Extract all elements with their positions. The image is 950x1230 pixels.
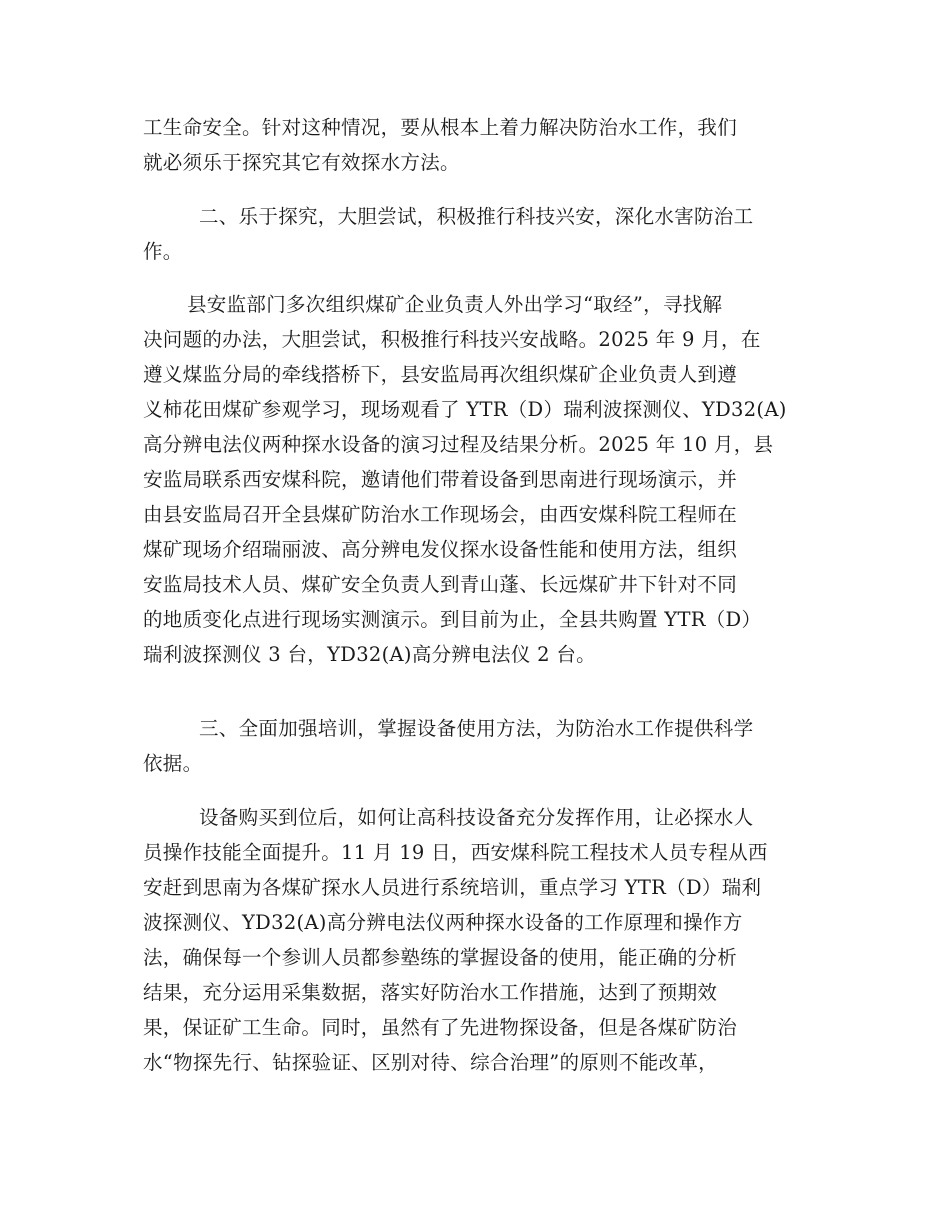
paragraph-section-three-body bbox=[143, 800, 813, 1080]
text-line: 安监局联系西安煤科院，邀请他们带着设备到思南进行现场演示，并 bbox=[143, 468, 738, 491]
text-line: 遵义煤监分局的牵线搭桥下，县安监局再次组织煤矿企业负责人到遵 bbox=[143, 363, 738, 386]
text-line: 水“物探先行、钻探验证、区别对待、综合治理”的原则不能改革， bbox=[143, 1051, 718, 1074]
text-line: 安赶到思南为各煤矿探水人员进行系统培训，重点学习 YTR（D）瑞利 bbox=[143, 876, 762, 899]
text-line: 县安监部门多次组织煤矿企业负责人外出学习“取经”，寻找解 bbox=[187, 293, 723, 316]
text-line: 决问题的办法，大胆尝试，积极推行科技兴安战略。2025 年 9 月，在 bbox=[143, 328, 761, 351]
section-heading-three bbox=[143, 711, 813, 781]
text-line: 波探测仪、YD32(A)高分辨电法仪两种探水设备的工作原理和操作方 bbox=[143, 911, 743, 934]
text-line: 义柿花田煤矿参观学习，现场观看了 YTR（D）瑞利波探测仪、YD32(A) bbox=[143, 398, 787, 421]
text-line: 结果，充分运用采集数据，落实好防治水工作措施，达到了预期效 bbox=[143, 981, 718, 1004]
paragraph-section-two-body bbox=[143, 287, 813, 672]
text-line: 作。 bbox=[143, 240, 183, 263]
text-line: 法，确保每一个参训人员都参塾练的掌握设备的使用，能正确的分析 bbox=[143, 946, 738, 969]
text-line: 工生命安全。针对这种情况，要从根本上着力解决防治水工作，我们 bbox=[143, 116, 738, 139]
text-line: 安监局技术人员、煤矿安全负责人到青山蓬、长远煤矿井下针对不同 bbox=[143, 573, 738, 596]
text-line: 依据。 bbox=[143, 752, 203, 775]
paragraph-intro-continuation bbox=[143, 110, 813, 180]
text-line: 就必须乐于探究其它有效探水方法。 bbox=[143, 151, 460, 174]
text-line: 二、乐于探究，大胆尝试，积极推行科技兴安，深化水害防治工 bbox=[199, 205, 754, 228]
text-line: 煤矿现场介绍瑞丽波、高分辨电发仪探水设备性能和使用方法，组织 bbox=[143, 538, 738, 561]
text-line: 员操作技能全面提升。11 月 19 日，西安煤科院工程技术人员专程从西 bbox=[143, 841, 768, 864]
text-line: 果，保证矿工生命。同时，虽然有了先进物探设备，但是各煤矿防治 bbox=[143, 1016, 738, 1039]
text-line: 由县安监局召开全县煤矿防治水工作现场会，由西安煤科院工程师在 bbox=[143, 503, 738, 526]
text-line: 三、全面加强培训，掌握设备使用方法，为防治水工作提供科学 bbox=[199, 717, 754, 740]
section-heading-two bbox=[143, 199, 813, 269]
text-line: 的地质变化点进行现场实测演示。到目前为止，全县共购置 YTR（D） bbox=[143, 608, 762, 631]
text-line: 设备购买到位后，如何让高科技设备充分发挥作用，让必探水人 bbox=[199, 806, 754, 829]
text-line: 瑞利波探测仪 3 台，YD32(A)高分辨电法仪 2 台。 bbox=[143, 643, 596, 666]
text-line: 高分辨电法仪两种探水设备的演习过程及结果分析。2025 年 10 月，县 bbox=[143, 433, 774, 456]
